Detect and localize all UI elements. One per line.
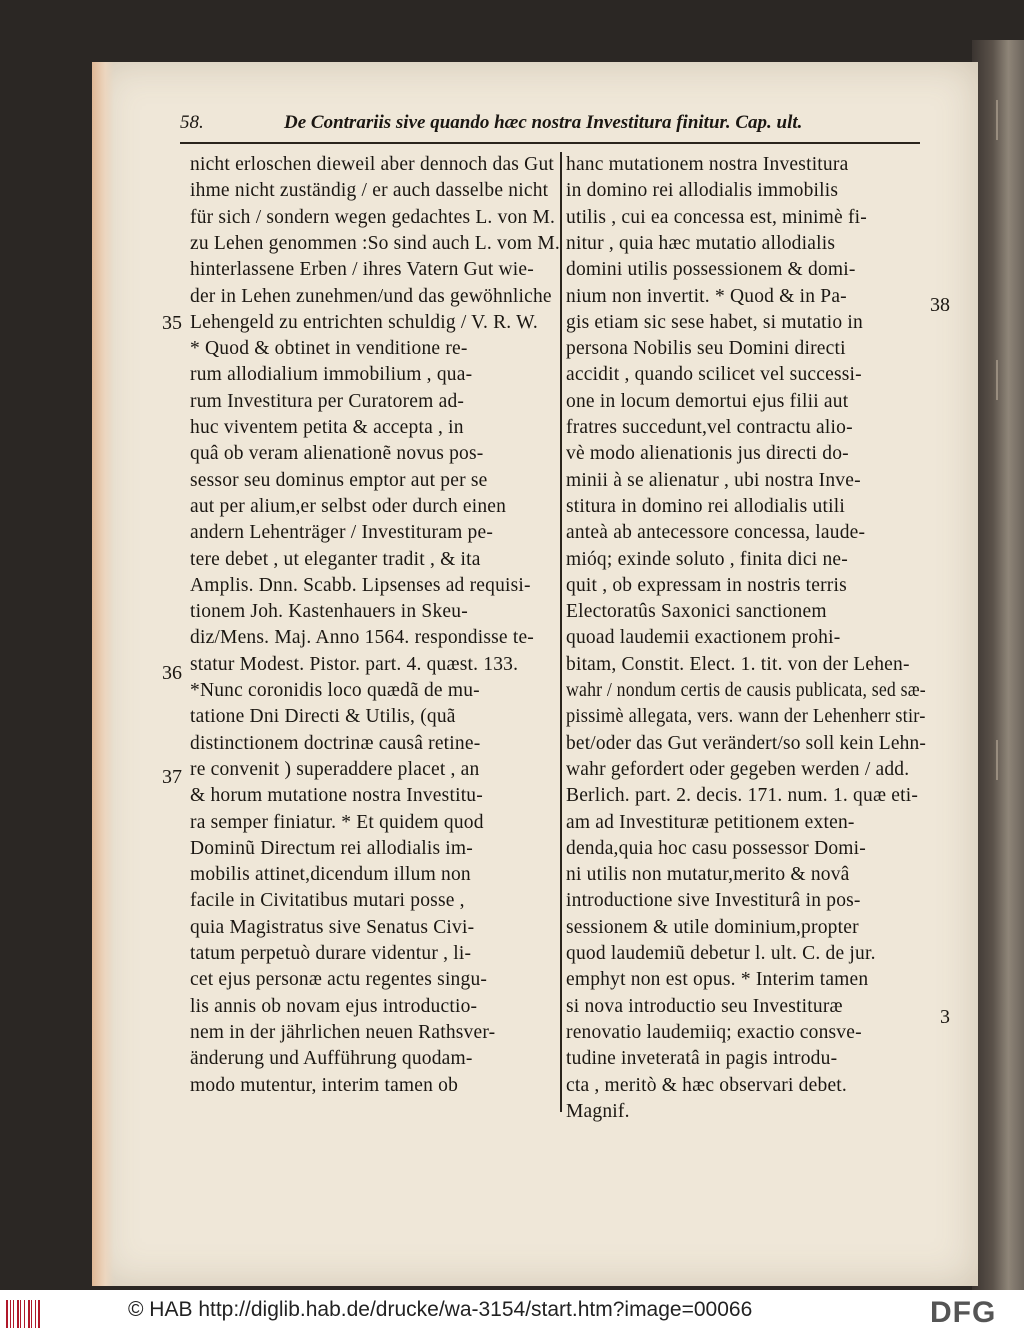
text-line: änderung und Aufführung quodam-: [190, 1048, 473, 1070]
page-number: 58.: [180, 112, 204, 133]
text-line: sessor seu dominus emptor aut per se: [190, 469, 488, 491]
copyright-link[interactable]: © HAB http://diglib.hab.de/drucke/wa-3154/start.htm?image=00066: [128, 1298, 753, 1321]
text-line: tere debet , ut eleganter tradit , & ita: [190, 548, 481, 570]
text-line: wahr / nondum certis de causis publicata, sed sæ-: [566, 680, 926, 701]
left-column: [190, 150, 560, 1110]
margin-number-35: 35: [162, 312, 182, 334]
text-line: hinterlassene Erben / ihres Vatern Gut wie-: [190, 259, 534, 281]
barcode-icon: [6, 1300, 42, 1328]
text-line: cta , meritò & hæc observari debet.: [566, 1074, 847, 1096]
text-line: quit , ob expressam in nostris terris: [566, 574, 847, 596]
barcode-bar: [35, 1300, 36, 1328]
text-line: renovatio laudemiiq; exactio consve-: [566, 1021, 862, 1043]
dfg-logo: DFG: [930, 1296, 997, 1329]
text-line: vè modo alienationis jus directi do-: [566, 443, 849, 465]
text-line: * Quod & obtinet in venditione re-: [190, 338, 468, 360]
text-line: Lehengeld zu entrichten schuldig / V. R. W.: [190, 311, 538, 333]
text-line: distinctionem doctrinæ causâ retine-: [190, 732, 481, 754]
text-line: si nova introductio seu Investituræ: [566, 995, 843, 1017]
text-line: utilis , cui ea concessa est, minimè fi-: [566, 206, 867, 228]
text-line: nitur , quia hæc mutatio allodialis: [566, 232, 836, 254]
barcode-bar: [38, 1300, 40, 1328]
margin-number-36: 36: [162, 662, 182, 684]
text-line: nium non invertit. * Quod & in Pa-: [566, 285, 847, 307]
barcode-bar: [10, 1300, 11, 1328]
text-line: minii à se alienatur , ubi nostra Inve-: [566, 469, 861, 491]
text-line: quoad laudemii exactionem prohi-: [566, 627, 841, 649]
text-line: mobilis attinet,dicendum illum non: [190, 864, 471, 886]
barcode-bar: [20, 1300, 21, 1328]
text-line: in domino rei allodialis immobilis: [566, 180, 839, 202]
text-line: introductione sive Investiturâ in pos-: [566, 890, 861, 912]
barcode-bar: [17, 1300, 19, 1328]
text-line: sessionem & utile dominium,propter: [566, 916, 859, 938]
running-header: [180, 112, 880, 138]
text-line: tatum perpetuò durare videntur , li-: [190, 943, 472, 964]
text-line: Electoratûs Saxonici sanctionem: [566, 601, 827, 623]
text-line: ihme nicht zuständig / er auch dasselbe nicht: [190, 180, 549, 202]
text-line: quia Magistratus sive Senatus Civi-: [190, 916, 475, 938]
text-line: gis etiam sic sese habet, si mutatio in: [566, 311, 863, 333]
text-line: emphyt non est opus. * Interim tamen: [566, 969, 869, 991]
text-line: domini utilis possessionem & domi-: [566, 259, 856, 281]
text-line: persona Nobilis seu Domini directi: [566, 338, 846, 360]
barcode-bar: [13, 1300, 14, 1328]
text-line: *Nunc coronidis loco quædã de mu-: [190, 680, 480, 701]
text-line: fratres succedunt,vel contractu alio-: [566, 417, 853, 438]
page-fore-edge: [92, 62, 114, 1286]
text-line: lis annis ob novam ejus introductio-: [190, 995, 478, 1017]
text-line: pissimè allegata, vers. wann der Lehenherr stir-: [566, 706, 926, 728]
text-line: bitam, Constit. Elect. 1. tit. von der Lehen-: [566, 653, 910, 675]
right-column: [566, 150, 927, 1122]
margin-number-37: 37: [162, 766, 182, 788]
text-line: wahr gefordert oder gegeben werden / add.: [566, 758, 910, 780]
text-line: Dominũ Directum rei allodialis im-: [190, 837, 473, 859]
text-line: nicht erloschen dieweil aber dennoch das Gut: [190, 154, 555, 175]
text-line: Magnif.: [566, 1100, 630, 1122]
barcode-bar: [6, 1300, 8, 1328]
text-line: re convenit ) superaddere placet , an: [190, 758, 480, 780]
text-line: anteà ab antecessore concessa, laude-: [566, 522, 866, 544]
text-line: aut per alium,er selbst oder durch einen: [190, 495, 507, 517]
text-line: mióq; exinde soluto , finita dici ne-: [566, 548, 848, 570]
text-line: andern Lehenträger / Investituram pe-: [190, 522, 494, 544]
text-line: bet/oder das Gut verändert/so soll kein Lehn-: [566, 732, 927, 754]
text-line: tatione Dni Directi & Utilis, (quã: [190, 706, 456, 728]
text-line: huc viventem petita & accepta , in: [190, 417, 464, 438]
text-line: hanc mutationem nostra Investitura: [566, 154, 849, 175]
text-line: accidit , quando scilicet vel successi-: [566, 364, 862, 386]
text-line: nem in der jährlichen neuen Rathsver-: [190, 1021, 496, 1043]
text-line: denda,quia hoc casu possessor Domi-: [566, 837, 866, 859]
text-line: & horum mutatione nostra Investitu-: [190, 785, 483, 807]
margin-number-3: 3: [940, 1006, 950, 1028]
text-line: rum allodialium immobilium , qua-: [190, 364, 473, 386]
text-line: ni utilis non mutatur,merito & novâ: [566, 864, 850, 886]
text-line: Amplis. Dnn. Scabb. Lipsenses ad requisi-: [190, 574, 531, 596]
barcode-bar: [24, 1300, 25, 1328]
barcode-bar: [31, 1300, 32, 1328]
text-line: stitura in domino rei allodialis utili: [566, 495, 845, 517]
text-line: ra semper finiatur. * Et quidem quod: [190, 811, 484, 833]
text-line: zu Lehen genommen :So sind auch L. vom M.: [190, 232, 560, 254]
margin-number-38: 38: [930, 294, 950, 316]
header-rule: [180, 142, 920, 144]
barcode-bar: [28, 1300, 30, 1328]
running-title: De Contrariis sive quando hæc nostra Investitura finitur. Cap. ult.: [284, 112, 803, 133]
text-line: quod laudemiũ debetur l. ult. C. de jur.: [566, 943, 876, 964]
text-line: one in locum demortui ejus filii aut: [566, 390, 849, 412]
text-line: modo mutentur, interim tamen ob: [190, 1074, 459, 1096]
text-line: am ad Investituræ petitionem exten-: [566, 811, 855, 833]
text-line: diz/Mens. Maj. Anno 1564. respondisse te-: [190, 627, 534, 649]
text-line: statur Modest. Pistor. part. 4. quæst. 133.: [190, 653, 519, 675]
text-line: quâ ob veram alienationẽ novus pos-: [190, 443, 484, 465]
adjacent-page-edge: [972, 40, 1024, 1290]
text-line: tudine inveteratâ in pagis introdu-: [566, 1048, 838, 1070]
text-line: tionem Joh. Kastenhauers in Skeu-: [190, 601, 468, 623]
text-line: facile in Civitatibus mutari posse ,: [190, 890, 465, 912]
text-line: Berlich. part. 2. decis. 171. num. 1. quæ eti-: [566, 785, 919, 807]
text-line: cet ejus personæ actu regentes singu-: [190, 969, 488, 991]
text-line: der in Lehen zunehmen/und das gewöhnliche: [190, 285, 552, 307]
column-divider: [560, 152, 562, 1112]
text-line: rum Investitura per Curatorem ad-: [190, 390, 465, 412]
text-line: für sich / sondern wegen gedachtes L. von M.: [190, 206, 556, 228]
